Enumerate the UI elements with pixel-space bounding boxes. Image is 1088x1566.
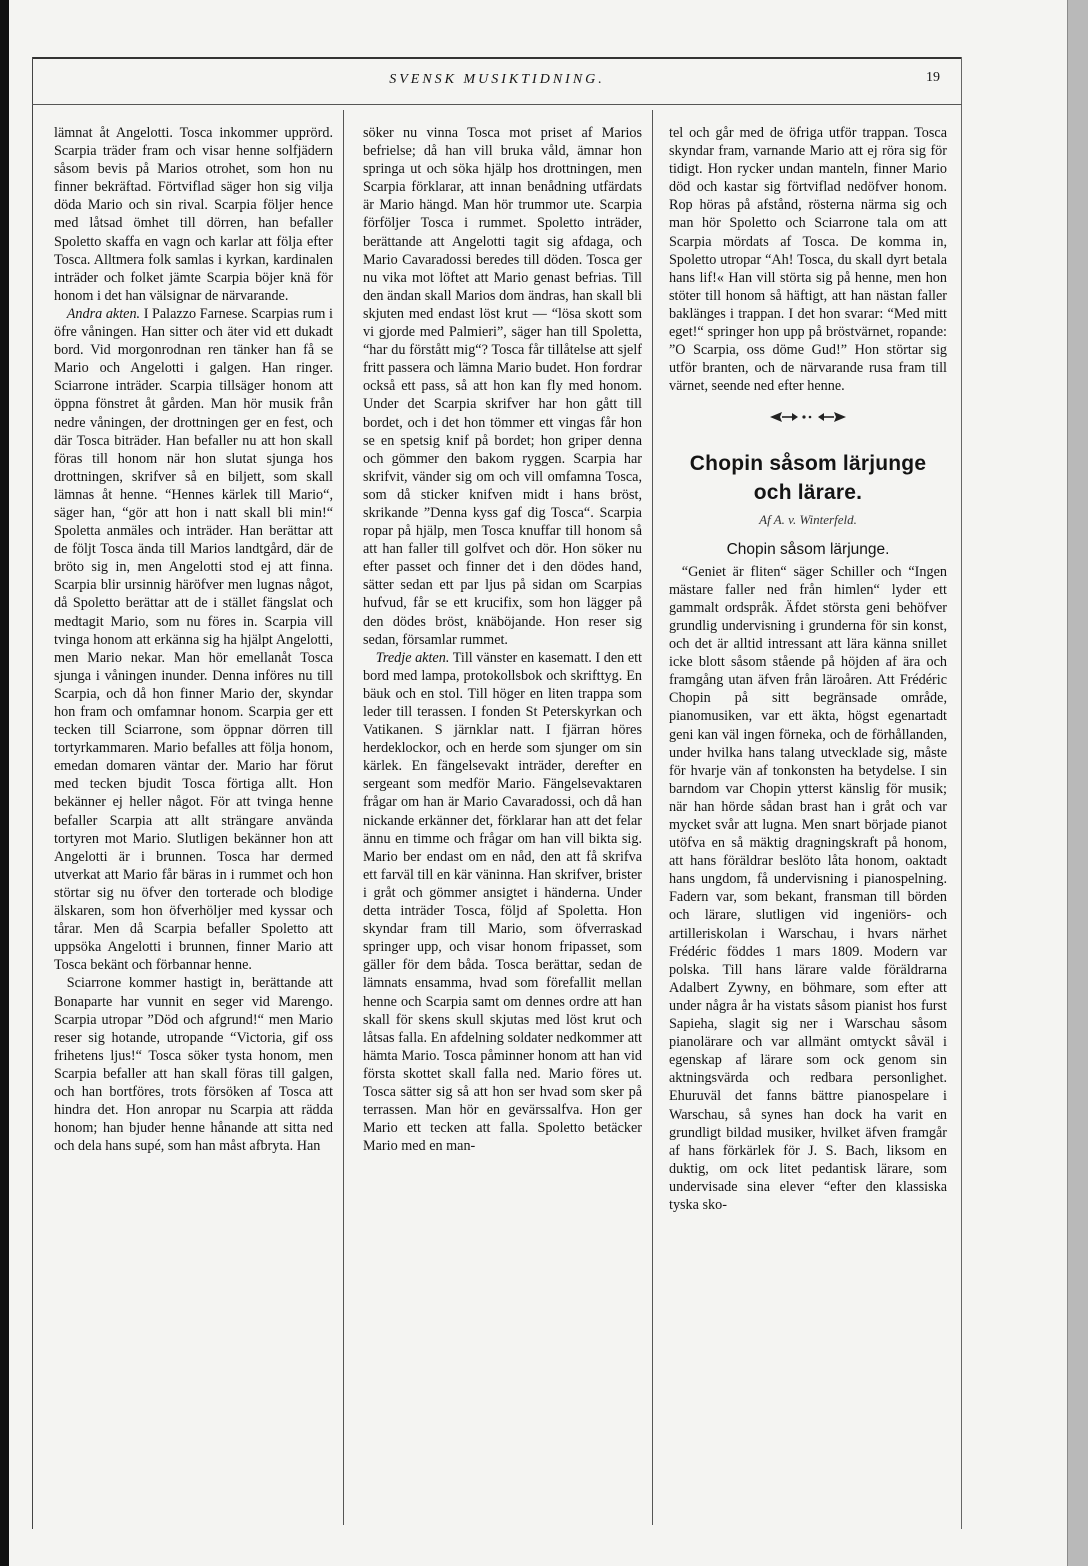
scan-edge-right — [1067, 0, 1088, 1566]
paragraph: tel och går med de öfriga utför trappan. Tosca skyndar fram, varnande Mario att ej röra sig för tidigt. Hon rycker undan manteln, finner Mario död och kastar sig förtviflad nedöfver honom. Rop höras på afstånd, rösterna närma sig och man hör Spoletto och Sciarrone tala om att Scarpia mördats af Tosca. De komma in, Spoletto utropar “Ah! Tosca, du skall dyrt betala hans lif!« Han vill störta sig på henne, men hon stöter till honom så häftigt, att han nästan faller baklänges i trappan. I det hon svarar: “Med mitt eget!“ springer hon upp på bröstvärnet, ropande: ”O Scarpia, oss döme Gud!” Hon störtar sig utför branten, och de närvarande rusa fram till värnet, seende ned efter henne. — [669, 125, 947, 395]
page-frame-top — [32, 57, 962, 59]
paragraph-text: Till vänster en kasematt. I den ett bord med lampa, protokollsbok och skrifttyg. En bäuk och en stol. Till höger en liten trappa som leder till terassen. I fonden St Peterskyrkan och Vatikanen. S järnklar natt. I fjärran höres herdeklockor, och en herde som sjunger om sin kärlek. En fängelsevakt inträder, derefter en sergeant som medför Mario. Fängelsevaktaren frågar om han är Mario Cavaradossi, och då han nickande erkänner det, förklarar han att det felar ännu en timme och frågar om han vill bikta sig. Mario ber endast om en nåd, den att få skrifva ett farväl till en kär väninna. Han skrifver, brister i gråt och gömmer ansigtet i händerna. Under detta inträder Tosca, följd af Spoletta. Hon skyndar fram till Mario, som öfverraskad springer upp, och visar honom fripasset, som gäller för dem båda. Tosca berättar, sedan de lämnats ensamma, hvad som förefallit mellan henne och Scarpia samt om dennes ordre att han skall för skens skull skjutas med löst krut och låtsas falla. En afdelning soldater nedkommer att hämta Mario. Tosca påminner honom att han vid första skottet skall falla ned. Mario föres ut. Tosca sätter sig så att hon ser hvad som sker på terrassen. Man hör en gevärssalfva. Hon ger Mario ett tecken att falla. Spoletto betäcker Mario med en man- — [363, 649, 642, 1155]
column-divider-2 — [652, 110, 653, 1525]
act-label: Tredje akten. — [375, 649, 450, 666]
article-byline: Af A. v. Winterfeld. — [759, 511, 857, 527]
ornament-divider — [669, 409, 947, 430]
column-1 — [54, 124, 333, 1524]
paragraph: “Geniet är fliten“ säger Schiller och “Ingen mästare faller ned från himlen“ lyder ett gammalt ordspråk. Äfdet största geni behöfver grundlig undervisning i grunderna för sin konst, och det är alltid intressant att lära känna snillet icke blott såsom stående på höjden af ära och framgång utan äfven från läroåren. Att Frédéric Chopin på sitt begränsade område, pianomusiken, var ett äkta, högst egenartadt geni kan väl ingen förneka, och de förhållanden, under hvilka hans talang utvecklade sig, måste för hvarje vän af tonkonsten ha betydelse. I sin barndom var Chopin ytterst känslig för musik; när han hörde sådan brast han i gråt och var mycket svår att lugna. Men snart började pianot utöfva en så mäktig dragningskraft på honom, att hans föräldrar beslöto låta honom, oaktadt hans ungdom, få undervisning i pianospelning. Fadern var, som bekant, fransman till börden och lärare, slutligen vid ingeniörs- och artilleriskolan i Warschau, i hvars närhet Frédéric föddes 1 mars 1809. Modern var polska. Till hans lärare valde föräldrarna Adalbert Zywny, en böhmare, som efter att under några år ha vistats såsom pianist hos furst Sapieha, slagit sig ner i Warschau såsom pianolärare och var allmänt omtyckt såväl i egenskap af lärare som ock genom sin aktningsvärda och redbara personlighet. Ehuruväl det fanns bättre pianospelare i Warschau, så synes han dock ha varit en grundligt bildad musiker, hvilket äfven framgår af hans förkärlek för J. S. Bach, liksom en duktig, om ock litet pedantisk lärare, som undervisade sina elever “efter den klassiska tyska sko- — [669, 563, 947, 1213]
page-frame-right — [961, 57, 962, 1529]
running-title: SVENSK MUSIKTIDNING. — [389, 72, 605, 87]
paragraph: söker nu vinna Tosca mot priset af Marios befrielse; då han vill bruka våld, ämnar hon springa ut och söka hjälp hos drottningen, men Scarpia förklarar, att innan benådning utfärdats är Mario hängd. Man hör trummor ute. Scarpia förföljer Tosca i rummet. Spoletto inträder, berättande att Angelotti tagit sig afdaga, och Mario Cavaradossi beredes till döden. Tosca ger nu vika mot löftet att Mario genast befrias. Till den ändan skall Marios dom ändras, han skall bli skjuten med endast löst krut — “lösa skott som vi gjorde med Palmieri”, säger han till Spoletta, “har du förstått mig“? Tosca får tillåtelse att sjelf fritt passera och lämna Mario budet. Hon fordrar också ett pass, så att hon kan fly med honom. Under det Scarpia skrifver har hon gått till bordet, och i det hon tömmer ett vingas får hon se en spetsig knif på bordet; hon griper denna och gömmer den bakom ryggen. Scarpia har skrifvit, vänder sig om och vill omfamna Tosca, som då sticker knifven midt i hans bröst, skrikande ”Denna kyss gaf dig Tosca“. Scarpia ropar på hjälp, men Tosca knuffar till honom så att han faller till golfvet och dör. Hon söker nu efter passet och finner det i den dödes hand, sätter sedan ett par ljus på sidan om Scarpias hufvud, får se ett krucifix, som hon lägger på den dödes bröst, knäböjande. Hon reser sig sedan, församlar rummet. — [363, 125, 642, 648]
act-label: Andra akten. — [66, 305, 141, 322]
section-title: Chopin såsom lärjunge. — [726, 540, 890, 558]
page-frame-left — [32, 57, 33, 1529]
page-header — [32, 72, 962, 96]
column-divider-1 — [343, 110, 344, 1525]
page-number: 19 — [926, 70, 940, 85]
column-2 — [363, 124, 642, 1524]
header-rule — [32, 104, 962, 105]
article-title: Chopin såsom lärjunge och lärare. — [689, 451, 927, 504]
paragraph-text: I Palazzo Farnese. Scarpias rum i öfre våningen. Han sitter och äter vid ett dukadt bord. Vid morgonrodnan ren tänker han få se Mario och Angelotti i galgen. Han ringer. Sciarrone inträder. Scarpia tillsäger honom att öppna fönstret åt gården. Man hör musik från nedre våningen, der drottningen ger en fest, och där Tosca biträder. Han befaller nu att hon skall föras till honom när hon slutat sjunga hos drottningen, skrifver så en biljett, som skall lämnas åt henne. “Hennes kärlek till Mario“, säger han, “gör att hon i natt skall bli min!“ Spoletta anmäles och inträder. Han berättar att de följt Tosca ända till Marios landtgård, där de bröto sig in, men Angelotti stod ej att finna. Scarpia blir ursinnig häröfver men lugnas något, då Spoletto berättar att de i stället fängslat och medtagit Mario, som nu föres in. Scarpia vill tvinga honom att erkänna sig ha hjälpt Angelotti, men Mario nekar. Man hör emellanåt Tosca sjunga i våningen inunder. Denna införes nu till Scarpia, och då hon finner Mario der, skyndar hon fram och omfamnar honom. Scarpia ger ett tecken till Sciarrone, som öppnar dörren till tortyrkammaren. Mario befalles att följa honom, emedan domaren väntar der. Mario har förut med tecken bjudit Tosca förtiga allt. Hon bekänner ej heller något. För att tvinga henne befaller Scarpia att allt strängare använda tortyren mot Mario. Slutligen bekänner hon att Angelotti är i brunnen. Tosca har dermed utverkat att Mario får bäras in i rummet och hon störtar sig nu öfver den torterade och blodige älskaren, som hon öfverhöljer med kyssar och tårar. Men då Scarpia befaller Spoletto att uppsöka Angelotti i brunnen, finner Mario att Tosca bekänt och förbannar henne. — [54, 305, 333, 974]
ornament-icon — [768, 409, 848, 425]
paragraph: lämnat åt Angelotti. Tosca inkommer upprörd. Scarpia träder fram och visar henne solfjädern såsom bevis på Marios otrohet, som hon nu finner bekräftad. Förtviflad säger hon sig vilja döda Mario och sin rival. Scarpia följer hence med låtsad ömhet till dörren, han befaller Spoletto skaffa en vagn och karlar att följa efter Tosca. Alltmera folk samlas i kyrkan, kardinalen inträder och folket jämte Scarpia böjer knä för honom i det han välsignar de närvarande. — [54, 125, 333, 304]
paragraph — [363, 649, 642, 1156]
paragraph: Sciarrone kommer hastigt in, berättande att Bonaparte har vunnit en seger vid Marengo. Scarpia utropar ”Död och afgrund!“ men Mario reser sig hotande, utropande “Victoria, gif oss frihetens ljus!“ Tosca söker tysta honom, men Scarpia befaller att han skall föras till galgen, och han bortföres, trots försöken af Tosca att hindra det. Hon anropar nu Scarpia att rädda honom; han bjuder henne hånande att sitta ned och dela hans supé, som han måst afbryta. Han — [54, 975, 333, 1155]
paragraph — [54, 305, 333, 974]
scan-edge-left — [0, 0, 9, 1566]
column-3 — [669, 124, 947, 1524]
